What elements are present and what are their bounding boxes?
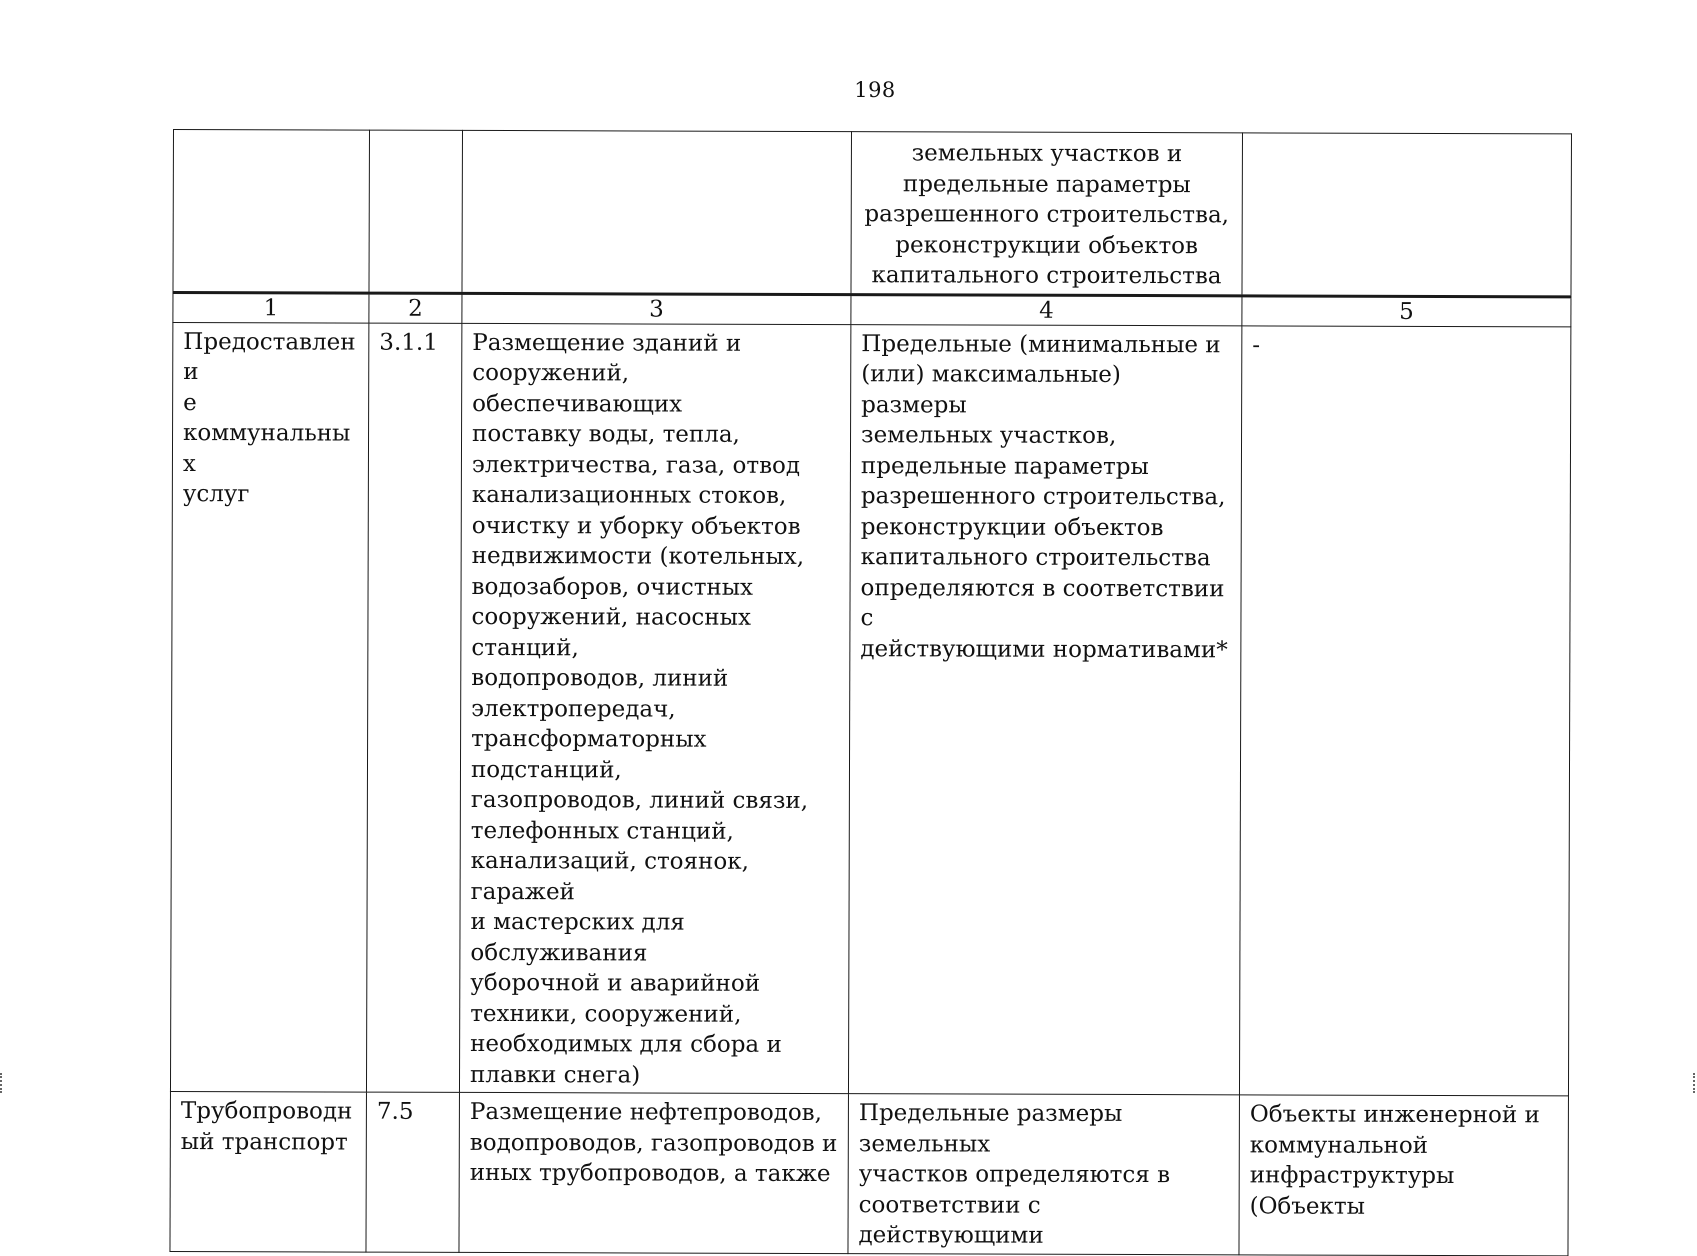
cont-cell-1 — [173, 130, 370, 293]
land-use-code: 3.1.1 — [379, 329, 438, 356]
land-use-parameters: Предельные размеры земельных участков определяются в соответствии с действующими — [858, 1100, 1171, 1249]
land-use-name: Предоставлени е коммунальных услуг — [182, 328, 356, 508]
land-use-name-cell — [170, 322, 368, 1092]
land-use-parameters: Предельные (минимальные и (или) максимальные) размеры земельных участков, предельные параметры разрешенного строительства, реконструкции объектов капитального строительства определяются в соответствии с действующими нормативами* — [860, 330, 1228, 663]
table-row — [170, 322, 1570, 1096]
land-use-notes: - — [1252, 331, 1261, 358]
column-number-1: 1 — [173, 292, 369, 323]
land-use-description-cell — [459, 1092, 848, 1253]
land-use-notes: Объекты инженерной и коммунальной инфраструктуры (Объекты — [1249, 1101, 1540, 1220]
column-number-3: 3 — [462, 293, 851, 324]
land-use-description-cell — [459, 323, 850, 1094]
scan-edge-mark-left — [0, 1073, 4, 1093]
land-use-code: 7.5 — [376, 1098, 414, 1125]
column-number-row — [173, 292, 1571, 326]
continuation-row — [173, 130, 1572, 297]
land-use-notes-cell — [1239, 1095, 1568, 1256]
land-use-parameters-cell — [848, 324, 1241, 1095]
cont-cell-3 — [462, 130, 852, 294]
scan-edge-mark-right — [1693, 1073, 1697, 1093]
land-use-table — [169, 129, 1572, 1256]
continued-parameters-text: земельных участков и предельные параметры разрешенного строительства, реконструкции объектов капитального строительства — [864, 140, 1230, 290]
table-row — [170, 1091, 1568, 1255]
column-number-4: 4 — [851, 294, 1242, 325]
column-number-2: 2 — [369, 293, 462, 323]
cont-cell-5 — [1242, 133, 1572, 297]
land-use-name: Трубопроводн ый транспорт — [180, 1098, 353, 1156]
land-use-notes-cell — [1239, 325, 1570, 1096]
page-number: 198 — [854, 78, 896, 102]
land-use-parameters-cell — [848, 1094, 1239, 1255]
cont-cell-4 — [851, 132, 1243, 296]
land-use-code-cell — [366, 1092, 460, 1252]
land-use-description: Размещение нефтепроводов, водопроводов, газопроводов и иных трубопроводов, а также — [469, 1098, 838, 1188]
land-use-code-cell — [366, 323, 461, 1093]
column-number-5: 5 — [1242, 295, 1571, 326]
land-use-description: Размещение зданий и сооружений, обеспечивающих поставку воды, тепла, электричества, газа, отвод канализационных стоков, очистку и уборку объектов недвижимости (котельных, водозаборов, очистных сооружений, насосных станций, водопроводов, линий электропередач, трансформаторных подстанций, газопроводов, линий связи, телефонных станций, канализаций, стоянок, гаражей и мастерских для обслуживания уборочной и аварийной техники, сооружений, необходимых для сбора и плавки снега) — [469, 329, 809, 1088]
cont-cell-2 — [369, 130, 463, 293]
land-use-name-cell — [170, 1091, 367, 1251]
